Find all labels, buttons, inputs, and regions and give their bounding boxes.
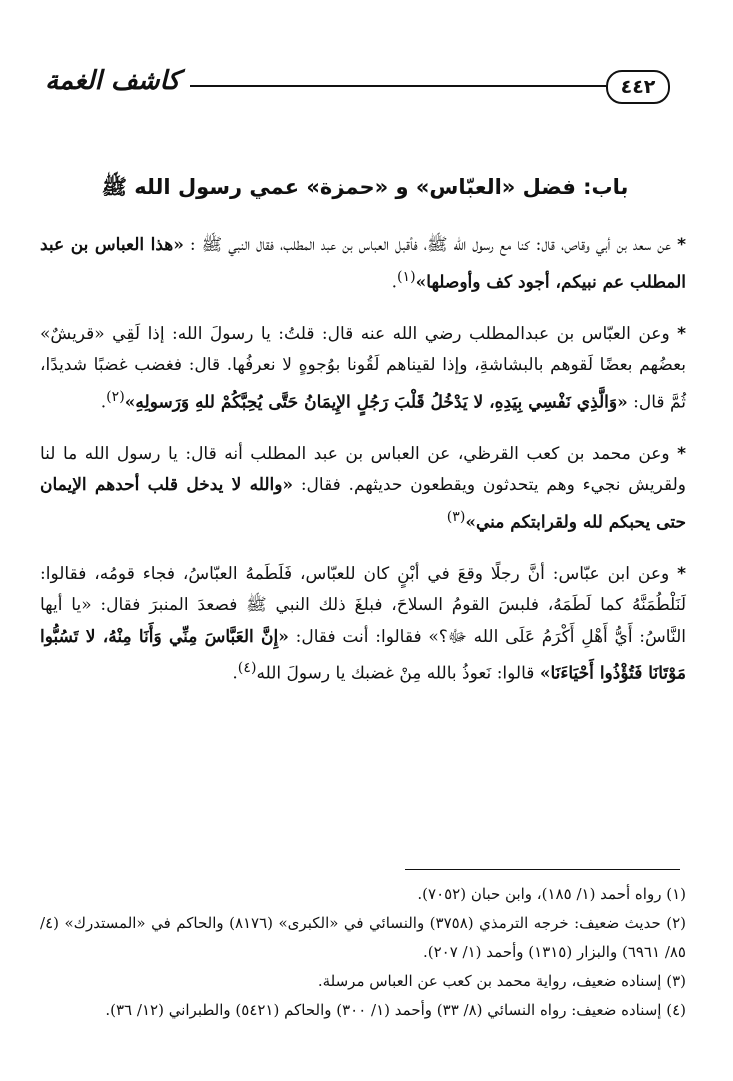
paragraph-text: عن سعد بن أبي وقاص، قال: كنا مع رسول الله ﷺ، فأقبل العباس بن عبد المطلب، فقال النبي ﷺ : bbox=[189, 235, 672, 255]
paragraph-after-quote: قالوا: نَعوذُ بالله مِنْ غضبك يا رسولَ الله bbox=[256, 664, 535, 685]
paragraph-1 bbox=[40, 230, 686, 299]
footnote-4: (٤) إسناده ضعيف: رواه النسائي (٨/ ٣٣) وأحمد (١/ ٣٠٠) والحاكم (٥٤٢١) والطبراني (١٢/ ٣٦). bbox=[105, 1001, 686, 1019]
page-header bbox=[40, 66, 690, 106]
footnote-1: (١) رواه أحمد (١/ ١٨٥)، وابن حبان (٧٠٥٢). bbox=[417, 885, 686, 903]
paragraph-marker: * bbox=[677, 235, 687, 255]
paragraph-text: وعن العبّاس بن عبدالمطلب رضي الله عنه قال: قلتُ: يا رسولَ الله: إذا لَقِي «قريشٌ» بعضُهم بعضًا لَقوهم بالبشاشةِ، وإذا لقيناهم لَقُونا بوُجوهٍ لا نعرفُها. قال: فغضب غضبًا شديدًا، ثُمَّ قال: bbox=[40, 323, 686, 413]
footnotes bbox=[40, 880, 686, 1025]
footnote-2: (٢) حديث ضعيف: خرجه الترمذي (٣٧٥٨) والنسائي في «الكبرى» (٨١٧٦) والحاكم في «المستدرك» (٤/ ٨٥/ ٦٩٦١) والبزار (١٣١٥) وأحمد (١/ ٢٠٧). bbox=[40, 914, 686, 961]
paragraph-marker: * bbox=[677, 563, 686, 584]
paragraph-marker: * bbox=[677, 443, 687, 464]
footnote-ref: (١) bbox=[396, 268, 416, 285]
footnote-3: (٣) إسناده ضعيف، رواية محمد بن كعب عن العباس مرسلة. bbox=[317, 972, 686, 990]
body-text bbox=[40, 230, 686, 711]
page-number: ٤٤٢ bbox=[606, 70, 670, 104]
paragraph-3 bbox=[40, 439, 686, 539]
paragraph-text: وعن محمد بن كعب القرظي، عن العباس بن عبد المطلب أنه قال: يا رسول الله ما لنا ولقريش نجيء وهم يتحدثون ويقطعون حديثهم. فقال: bbox=[40, 443, 686, 496]
paragraph-tail: . bbox=[232, 664, 238, 685]
hadith-quote: «إِنَّ العَبَّاسَ مِنِّي وَأَنَا مِنْهُ، لا تَسُبُّوا مَوْتَانَا فَتُؤْذُوا أَحْيَاءَنَا» bbox=[40, 626, 686, 685]
book-title: كاشف الغمة bbox=[45, 66, 180, 96]
footnote-ref: (٣) bbox=[446, 508, 466, 525]
paragraph-2 bbox=[40, 319, 686, 419]
paragraph-4 bbox=[40, 559, 686, 691]
hadith-quote: «هذا العباس بن عبد المطلب عم نبيكم، أجود كف وأوصلها» bbox=[40, 235, 686, 293]
paragraph-text: وعن ابن عبّاس: أنَّ رجلًا وقعَ في أبْنٍ كان للعبّاس، فَلَطَمهُ العبّاسُ، فجاء قومُه، فقالوا: لَنَلْطُمَنَّهُ كما لَطَمَهُ، فلبسَ القومُ السلاحَ، فبلغَ ذلك النبي ﷺ فصعدَ المنبرَ فقال: «يا أيها النَّاسُ: أَيُّ أَهْلِ أَكْرَمُ عَلَى الله ﷻ؟» فقالوا: أنت فقال: bbox=[40, 563, 686, 647]
footnote-ref: (٤) bbox=[237, 660, 257, 677]
chapter-title: باب: فضل «العبّاس» و «حمزة» عمي رسول الله ﷺ bbox=[101, 175, 629, 199]
footnote-separator bbox=[405, 869, 680, 870]
paragraph-marker: * bbox=[677, 323, 687, 344]
hadith-quote: «والله لا يدخل قلب أحدهم الإيمان حتى يحبكم لله ولقرابتكم مني» bbox=[40, 475, 686, 533]
hadith-quote: «وَالَّذِي نَفْسِي بِيَدِهِ، لا يَدْخُلُ قَلْبَ رَجُلٍ الإِيمَانُ حَتَّى يُحِبَّكُمْ للهِ وَرَسولِهِ» bbox=[124, 392, 628, 413]
header-rule bbox=[190, 85, 606, 87]
paragraph-tail: . bbox=[100, 392, 107, 413]
paragraph-tail: . bbox=[391, 272, 397, 293]
footnote-ref: (٢) bbox=[106, 388, 125, 405]
